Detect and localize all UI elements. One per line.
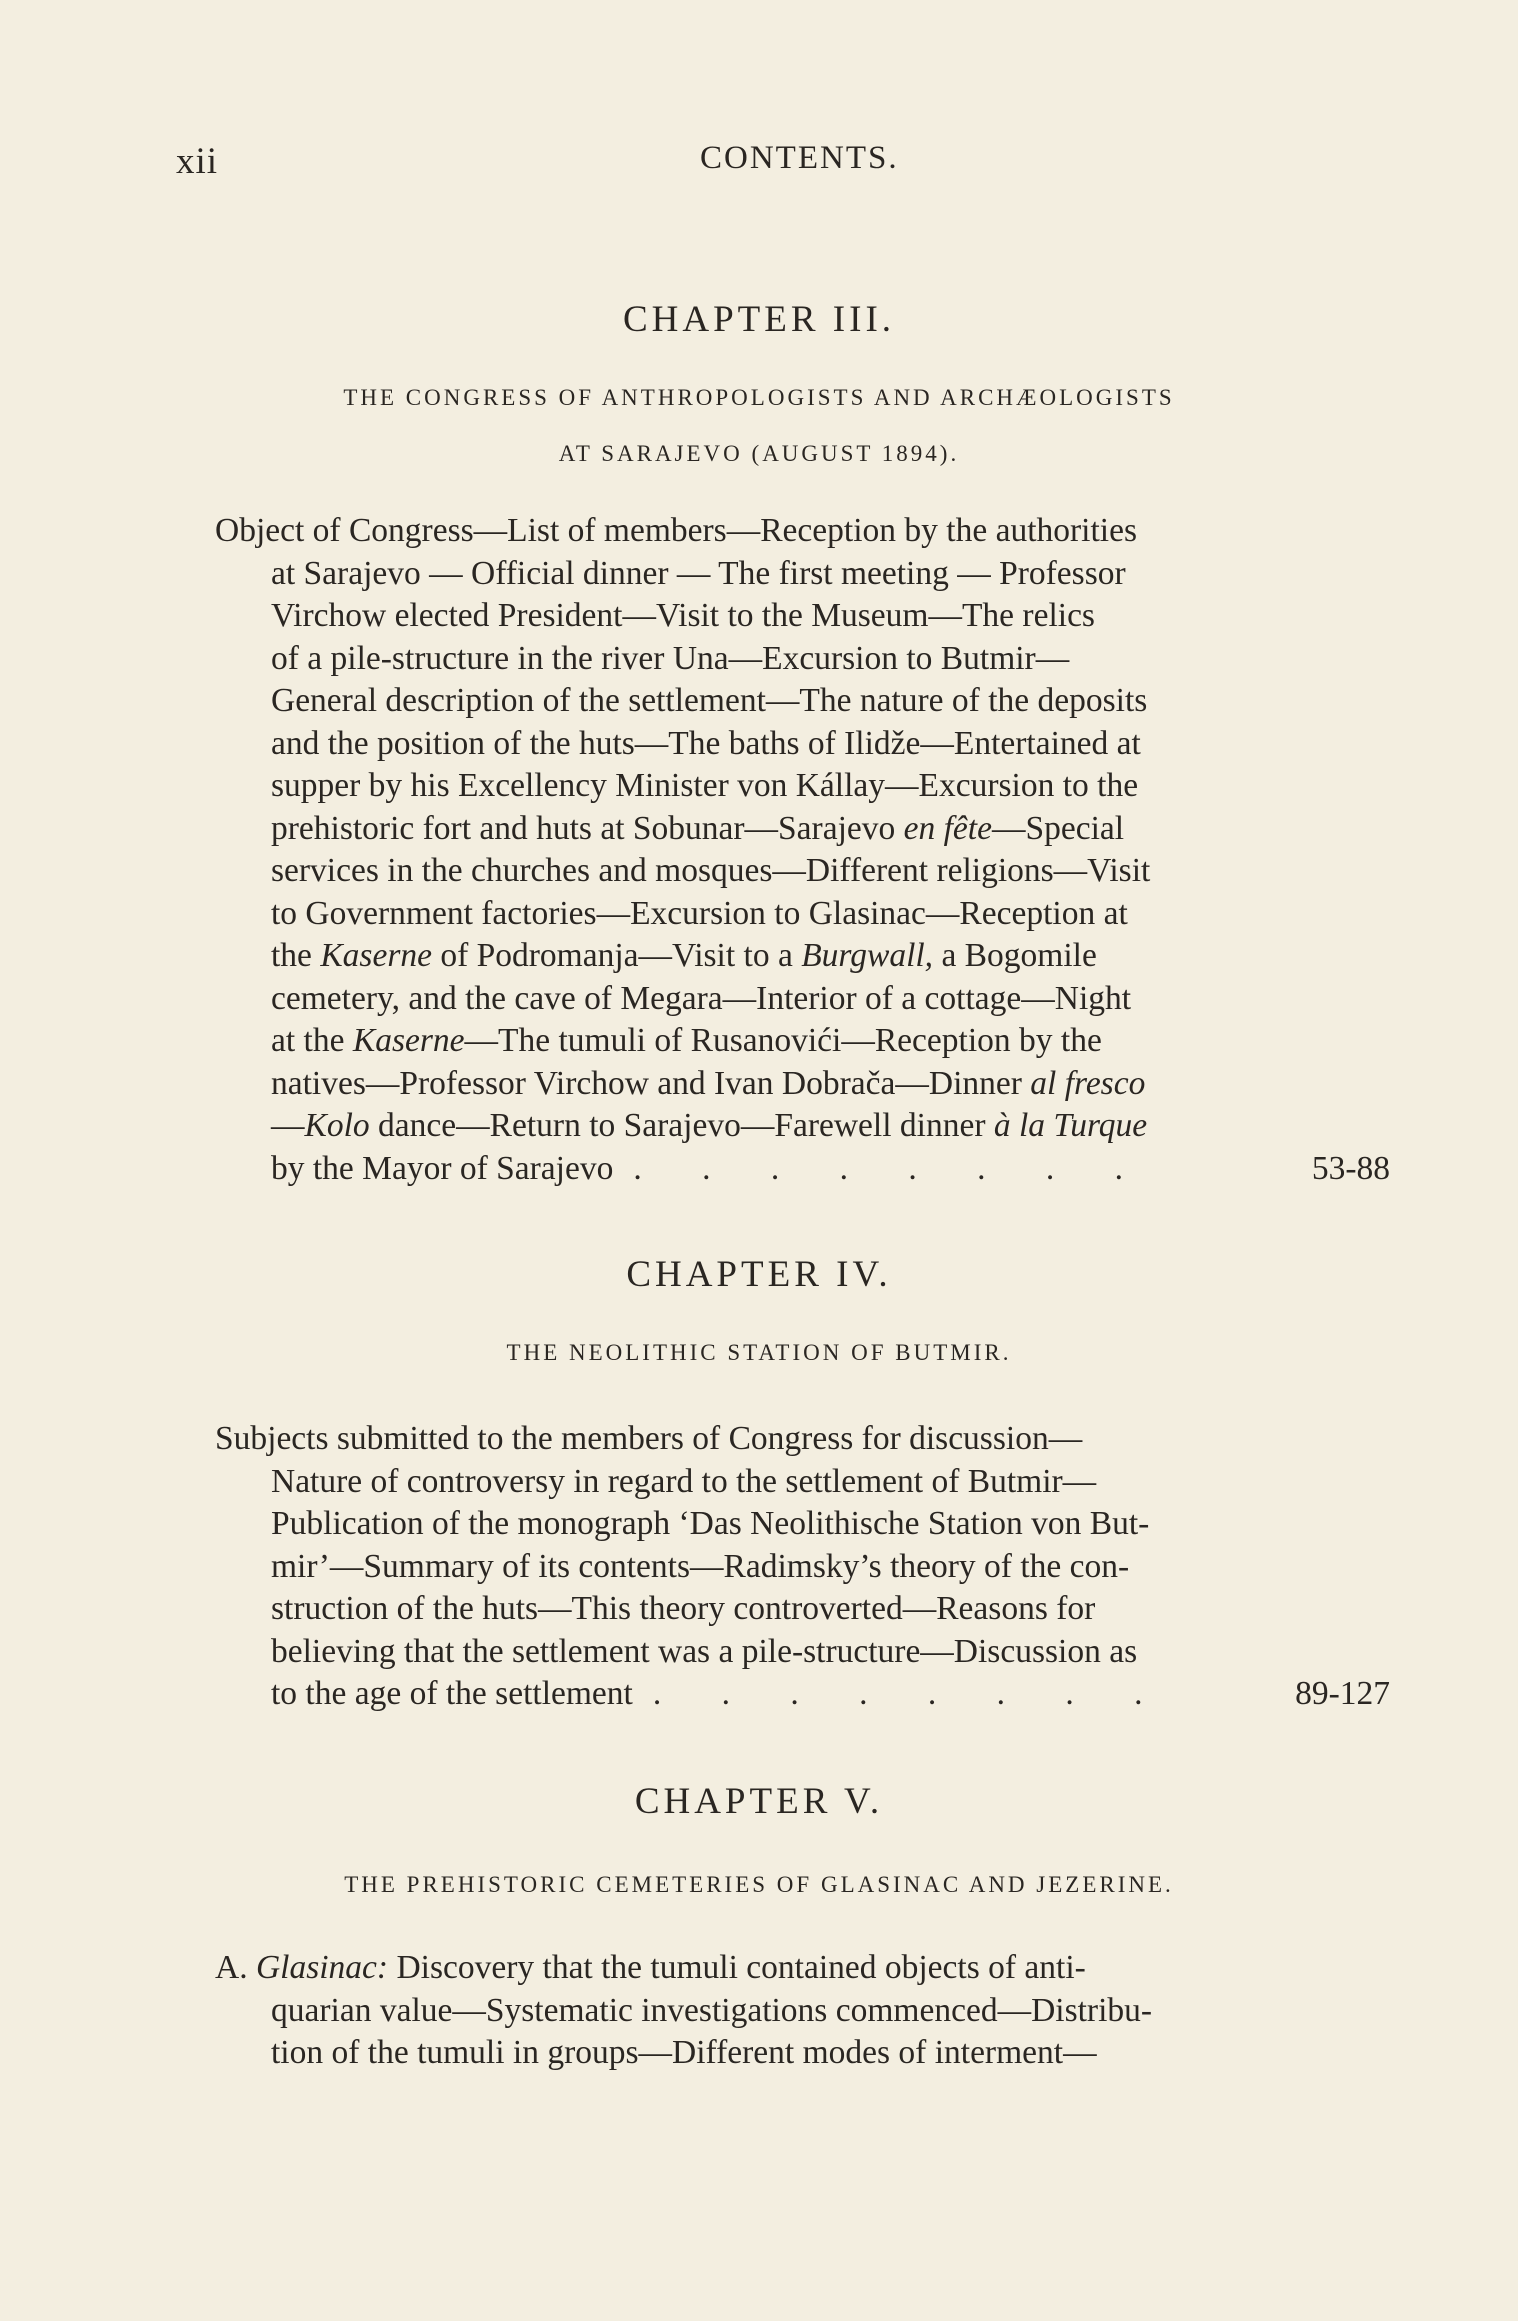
summary-line: mir’—Summary of its contents—Radimsky’s theory of the con- bbox=[271, 1547, 1130, 1585]
summary-last-line bbox=[215, 1148, 1390, 1191]
chapter-4-summary bbox=[215, 1418, 1390, 1716]
page-range: 89-127 bbox=[1295, 1675, 1390, 1712]
summary-line: to Government factories—Excursion to Glasinac—Reception at bbox=[271, 894, 1128, 932]
summary-line: to the age of the settlement bbox=[271, 1675, 633, 1712]
summary-line: by the Mayor of Sarajevo bbox=[271, 1149, 614, 1187]
page-number: xii bbox=[176, 141, 219, 182]
summary-line: tion of the tumuli in groups—Different modes of interment— bbox=[271, 2034, 1097, 2071]
summary-line: at Sarajevo — Official dinner — The first meeting — Professor bbox=[271, 554, 1126, 592]
leader-dots: . . . . . . . . bbox=[633, 1149, 1149, 1187]
chapter-5-heading: CHAPTER V. bbox=[634, 1781, 884, 1822]
summary-line: services in the churches and mosques—Different religions—Visit bbox=[271, 852, 1151, 889]
summary-line: quarian value—Systematic investigations commenced—Distribu- bbox=[271, 1991, 1153, 2029]
page-range: 53-88 bbox=[1311, 1149, 1390, 1187]
summary-line: General description of the settlement—The nature of the deposits bbox=[271, 682, 1148, 719]
chapter-3-subtitle-line-1: THE CONGRESS OF ANTHROPOLOGISTS AND ARCHÆOLOGISTS bbox=[343, 385, 1175, 410]
chapter-5-summary bbox=[215, 1947, 1390, 2075]
summary-line: at the Kaserne—The tumuli of Rusanovići—Reception by the bbox=[271, 1022, 1102, 1059]
summary-line: supper by his Excellency Minister von Kállay—Excursion to the bbox=[271, 767, 1139, 804]
chapter-4-heading: CHAPTER IV. bbox=[626, 1254, 892, 1295]
summary-line: Publication of the monograph ‘Das Neolithische Station von But- bbox=[271, 1505, 1150, 1542]
summary-line: the Kaserne of Podromanja—Visit to a Burgwall, a Bogomile bbox=[271, 937, 1097, 974]
chapter-5-subtitle: THE PREHISTORIC CEMETERIES OF GLASINAC AND JEZERINE. bbox=[344, 1872, 1174, 1897]
summary-line: Object of Congress—List of members—Reception by the authorities bbox=[215, 512, 1137, 549]
summary-line: —Kolo dance—Return to Sarajevo—Farewell dinner à la Turque bbox=[271, 1107, 1148, 1144]
summary-line: Nature of controversy in regard to the settlement of Butmir— bbox=[271, 1462, 1097, 1500]
running-head: CONTENTS. bbox=[700, 140, 899, 176]
summary-line: and the position of the huts—The baths of Ilidže—Entertained at bbox=[271, 724, 1141, 762]
summary-last-line bbox=[215, 1673, 1390, 1716]
page-header bbox=[0, 140, 1518, 200]
summary-line: struction of the huts—This theory controverted—Reasons for bbox=[271, 1590, 1096, 1627]
summary-line: Subjects submitted to the members of Congress for discussion— bbox=[215, 1420, 1083, 1457]
summary-line: cemetery, and the cave of Megara—Interior of a cottage—Night bbox=[271, 979, 1132, 1017]
chapter-3-summary bbox=[215, 510, 1390, 1190]
summary-line: of a pile-structure in the river Una—Excursion to Butmir— bbox=[271, 639, 1070, 677]
summary-line: believing that the settlement was a pile-structure—Discussion as bbox=[271, 1632, 1138, 1670]
leader-dots: . . . . . . . . bbox=[652, 1675, 1169, 1712]
summary-line: Virchow elected President—Visit to the Museum—The relics bbox=[271, 597, 1095, 634]
summary-line: A. Glasinac: Discovery that the tumuli contained objects of anti- bbox=[215, 1949, 1086, 1986]
chapter-3-subtitle-line-2: AT SARAJEVO (AUGUST 1894). bbox=[558, 441, 960, 466]
summary-line: natives—Professor Virchow and Ivan Dobrača—Dinner al fresco bbox=[271, 1064, 1146, 1102]
chapter-3-heading: CHAPTER III. bbox=[622, 299, 896, 340]
summary-line: prehistoric fort and huts at Sobunar—Sarajevo en fête—Special bbox=[271, 809, 1125, 847]
chapter-4-subtitle: THE NEOLITHIC STATION OF BUTMIR. bbox=[506, 1340, 1012, 1365]
